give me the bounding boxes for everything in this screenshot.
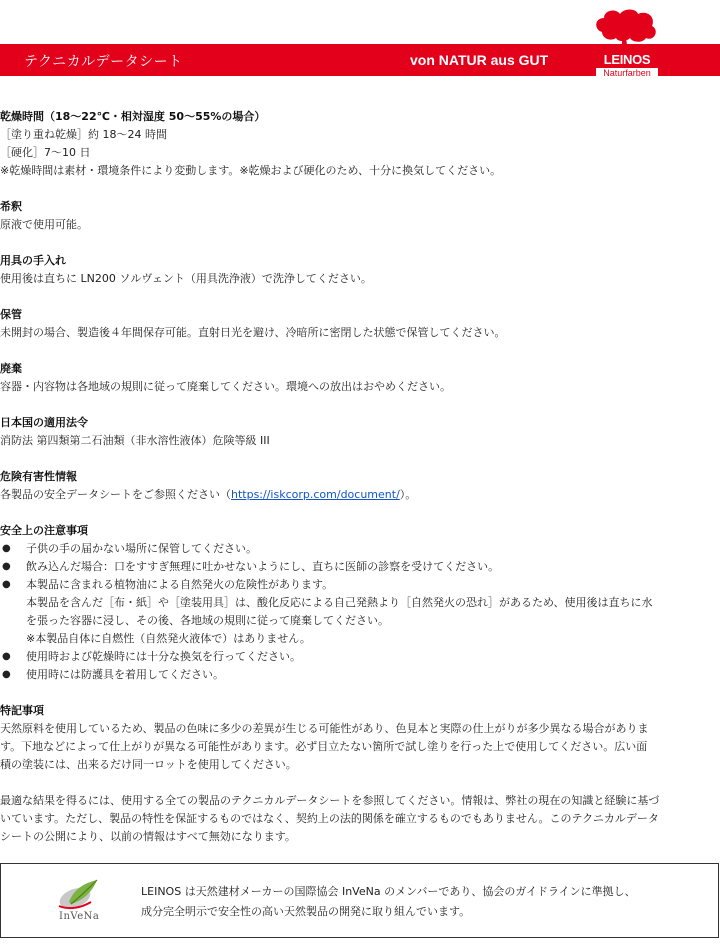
- safety-list: [0, 540, 720, 594]
- disposal-text: 容器・内容物は各地域の規則に従って廃棄してください。環境への放出はおやめください。: [0, 380, 451, 393]
- drying-recoat: ［塗り重ね乾燥］約 18〜24 時間: [0, 128, 167, 141]
- footer-line-1: LEINOS は天然建材メーカーの国際協会 InVeNa のメンバーであり、協会のガイドラインに準拠し、: [141, 885, 636, 898]
- logo-brand-text: LEINOS: [603, 52, 651, 67]
- hazard-text: [0, 486, 720, 504]
- list-item: [0, 558, 720, 576]
- disclaimer-line-3: シートの公開により、以前の情報はすべて無効になります。: [0, 830, 296, 843]
- heading-hazard: 危険有害性情報: [0, 470, 77, 483]
- section-drying: [0, 108, 720, 180]
- safety-item-4: 使用時および乾燥時には十分な換気を行ってください。: [26, 650, 301, 663]
- section-dilution: [0, 198, 720, 234]
- heading-tools: 用具の手入れ: [0, 254, 66, 267]
- bullet-icon: ●: [2, 669, 11, 680]
- heading-disposal: 廃棄: [0, 362, 22, 375]
- footer-text: [141, 882, 636, 922]
- safety-list-continued: [0, 648, 720, 684]
- bullet-icon: ●: [2, 579, 11, 590]
- storage-text: 未開封の場合、製造後４年間保存可能。直射日光を避け、冷暗所に密閉した状態で保管してください。: [0, 326, 506, 339]
- list-item: [0, 540, 720, 558]
- safety-item-3: 本製品に含まれる植物油による自然発火の危険性があります。: [26, 578, 334, 591]
- safety-item-1: 子供の手の届かない場所に保管してください。: [26, 542, 257, 555]
- heading-law: 日本国の適用法令: [0, 416, 88, 429]
- heading-dilution: 希釈: [0, 200, 22, 213]
- list-item: [0, 666, 720, 684]
- section-hazard: [0, 468, 720, 504]
- section-disposal: [0, 360, 720, 396]
- safety-item-3-detail-2: を張った容器に浸し、その後、各地域の規則に従って廃棄してください。: [26, 614, 389, 627]
- dilution-text: 原液で使用可能。: [0, 218, 88, 231]
- hazard-text-after: ）。: [399, 488, 417, 501]
- safety-item-2: 飲み込んだ場合：口をすすぎ無理に吐かせないようにし、直ちに医師の診察を受けてください。: [26, 560, 500, 573]
- safety-item-5: 使用時には防護具を着用してください。: [26, 668, 224, 681]
- disclaimer-line-2: いています。ただし、製品の特性を保証するものではなく、契約上の法的関係を確立するものでもありません。このテクニカルデータ: [0, 812, 659, 825]
- tools-text: 使用後は直ちに LN200 ソルヴェント（用具洗浄液）で洗浄してください。: [0, 272, 372, 285]
- safety-item-3-detail-3: ※本製品自体に自燃性（自然発火液体で）はありません。: [26, 632, 311, 645]
- footer-box: [0, 863, 719, 938]
- list-item: [0, 576, 720, 594]
- law-text: 消防法 第四類第二石油類（非水溶性液体）危険等級 III: [0, 434, 270, 447]
- drying-note: ※乾燥時間は素材・環境条件により変動します。※乾燥および硬化のため、十分に換気してください。: [0, 164, 502, 177]
- logo-sub-text: Naturfarben: [596, 68, 658, 78]
- invena-logo-text: InVeNa: [59, 911, 100, 922]
- notes-line-3: 積の塗装には、出来るだけ同一ロットを使用してください。: [0, 758, 297, 771]
- sds-link[interactable]: https://iskcorp.com/document/: [231, 488, 400, 501]
- section-storage: [0, 306, 720, 342]
- disclaimer-line-1: 最適な結果を得るには、使用する全ての製品のテクニカルデータシートを参照してください。情報は、弊社の現在の知識と経験に基づ: [0, 794, 660, 807]
- section-law: [0, 414, 720, 450]
- notes-line-1: 天然原料を使用しているため、製品の色味に多少の差異が生じる可能性があり、色見本と実際の仕上がりが多少異なる場合がありま: [0, 722, 649, 735]
- slogan: von NATUR aus GUT: [410, 52, 549, 68]
- page-title: テクニカルデータシート: [24, 54, 183, 70]
- heading-notes: 特記事項: [0, 704, 44, 717]
- section-notes: [0, 702, 720, 774]
- drying-cure: ［硬化］7〜10 日: [0, 146, 91, 159]
- section-tools: [0, 252, 720, 288]
- safety-item-3-detail-1: 本製品を含んだ［布・紙］や［塗装用具］は、酸化反応による自己発熱より［自然発火の恐れ］があるため、使用後は直ちに水: [26, 596, 653, 609]
- section-safety: [0, 522, 720, 684]
- footer-line-2: 成分完全明示で安全性の高い天然製品の開発に取り組んでいます。: [141, 905, 471, 918]
- notes-line-2: す。下地などによって仕上がりが異なる可能性があります。必ず目立たない箇所で試し塗りを行った上で使用してください。広い面: [0, 740, 648, 753]
- bullet-icon: ●: [2, 543, 11, 554]
- bullet-icon: ●: [2, 651, 11, 662]
- hazard-text-before: 各製品の安全データシートをご参照ください（: [0, 488, 231, 501]
- heading-drying: 乾燥時間（18〜22℃・相対湿度 50〜55%の場合）: [0, 110, 266, 123]
- list-item: [0, 648, 720, 666]
- section-disclaimer: [0, 792, 720, 846]
- heading-storage: 保管: [0, 308, 22, 321]
- heading-safety: 安全上の注意事項: [0, 524, 88, 537]
- bullet-icon: ●: [2, 561, 11, 572]
- invena-logo: [51, 876, 111, 932]
- content: [0, 108, 720, 864]
